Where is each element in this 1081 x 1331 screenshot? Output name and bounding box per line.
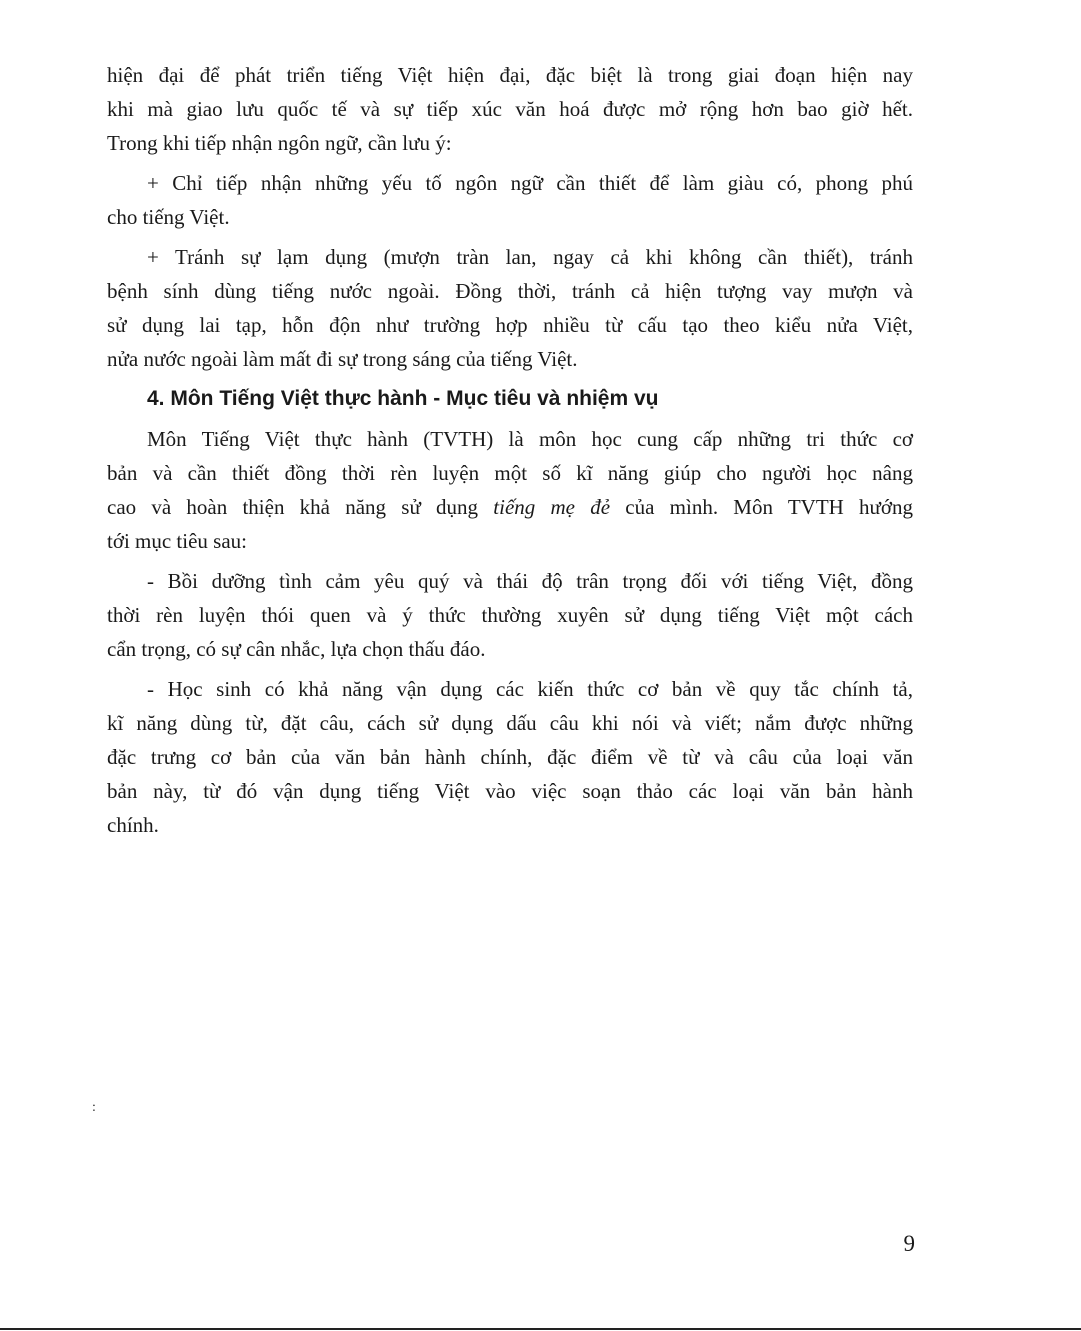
text-line: + Chỉ tiếp nhận những yếu tố ngôn ngữ cần thiết để làm giàu có, phong phú — [147, 171, 913, 195]
paragraph-bullet-1 — [107, 166, 913, 234]
text-line: sử dụng lai tạp, hỗn độn như trường hợp nhiều từ cấu tạo theo kiểu nửa Việt, — [107, 313, 913, 337]
text-line: đặc trưng cơ bản của văn bản hành chính, đặc điểm về từ và câu của loại văn — [107, 745, 913, 769]
paragraph-bullet-2 — [107, 240, 913, 376]
text-line: - Học sinh có khả năng vận dụng các kiến thức cơ bản về quy tắc chính tả, — [147, 677, 913, 701]
text-run: cao và hoàn thiện khả năng sử dụng — [107, 495, 494, 519]
text-line: bản này, từ đó vận dụng tiếng Việt vào việc soạn thảo các loại văn bản hành — [107, 779, 913, 803]
page-bottom-edge — [0, 1328, 1081, 1330]
text-line: Môn Tiếng Việt thực hành (TVTH) là môn học cung cấp những tri thức cơ — [147, 427, 913, 451]
text-line: thời rèn luyện thói quen và ý thức thường xuyên sử dụng tiếng Việt một cách — [107, 603, 913, 627]
text-line: bản và cần thiết đồng thời rèn luyện một số kĩ năng giúp cho người học nâng — [107, 461, 913, 485]
text-line: cho tiếng Việt. — [107, 205, 230, 229]
stray-mark: : — [92, 1100, 96, 1115]
text-line: - Bồi dưỡng tình cảm yêu quý và thái độ trân trọng đối với tiếng Việt, đồng — [147, 569, 913, 593]
text-line: kĩ năng dùng từ, đặt câu, cách sử dụng dấu câu khi nói và viết; nắm được những — [107, 711, 913, 735]
paragraph-course-description — [107, 422, 913, 558]
italic-term: tiếng mẹ đẻ — [493, 495, 611, 519]
text-line: bệnh sính dùng tiếng nước ngoài. Đồng thời, tránh cả hiện tượng vay mượn và — [107, 279, 913, 303]
text-line: chính. — [107, 813, 159, 837]
section-heading: 4. Môn Tiếng Việt thực hành - Mục tiêu và nhiệm vụ — [147, 387, 659, 410]
text-line: + Tránh sự lạm dụng (mượn tràn lan, ngay cả khi không cần thiết), tránh — [147, 245, 913, 269]
page-number: 9 — [903, 1231, 915, 1256]
text-line: nửa nước ngoài làm mất đi sự trong sáng của tiếng Việt. — [107, 347, 578, 371]
body-text — [107, 58, 913, 842]
text-line: hiện đại để phát triển tiếng Việt hiện đại, đặc biệt là trong giai đoạn hiện nay — [107, 63, 913, 87]
paragraph-goal-1 — [107, 564, 913, 666]
text-line: khi mà giao lưu quốc tế và sự tiếp xúc văn hoá được mở rộng hơn bao giờ hết. — [107, 97, 913, 121]
text-line-with-italic — [107, 490, 913, 524]
paragraph-goal-2 — [107, 672, 913, 842]
text-line: tới mục tiêu sau: — [107, 529, 247, 553]
paragraph-intro — [107, 58, 913, 160]
text-line: Trong khi tiếp nhận ngôn ngữ, cần lưu ý: — [107, 131, 452, 155]
text-run: của mình. Môn TVTH hướng — [610, 495, 914, 519]
text-line: cẩn trọng, có sự cân nhắc, lựa chọn thấu đáo. — [107, 637, 486, 661]
